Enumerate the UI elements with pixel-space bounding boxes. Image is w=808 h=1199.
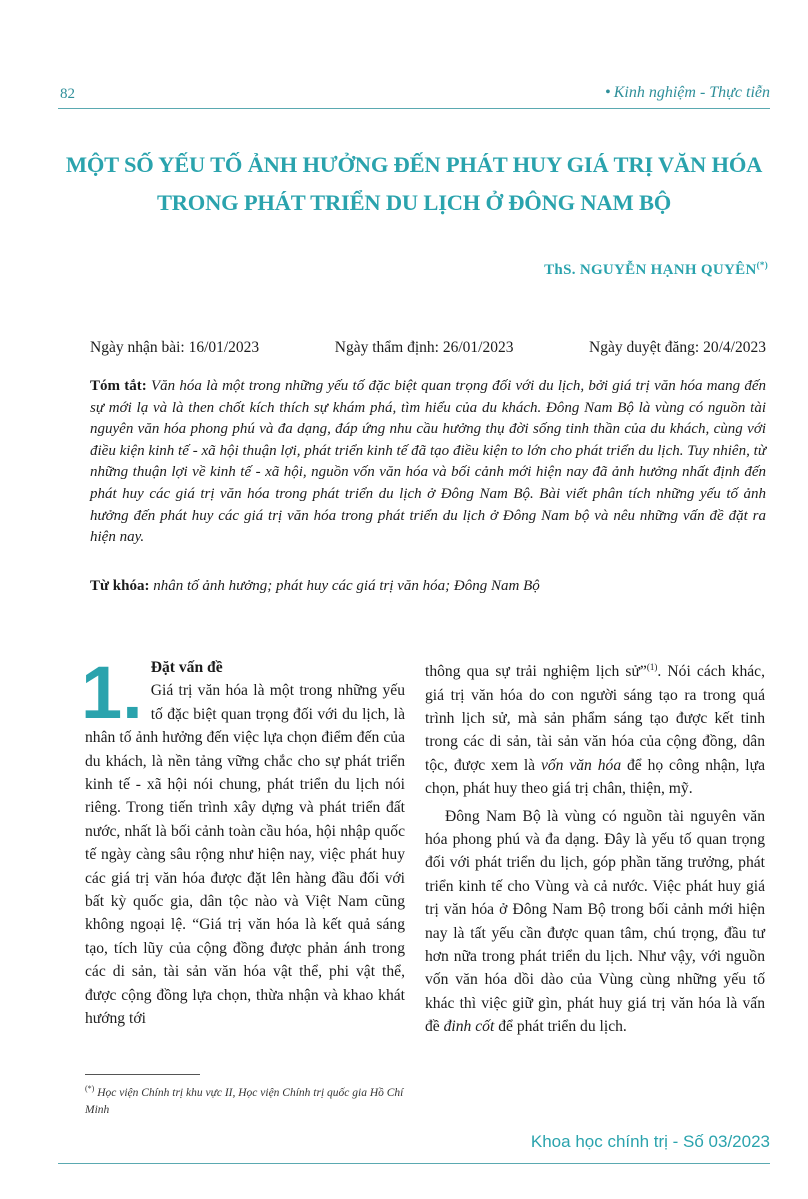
abstract-text: Văn hóa là một trong những yếu tố đặc biệt quan trọng đối với du lịch, bởi giá trị văn hóa mang đến sự mới lạ và là then chốt kích thích sự khám phá, tìm hiểu của du khách. Đông Nam Bộ là vùng có nguồn tài nguyên văn hóa phong phú và đa dạng, đáp ứng nhu cầu hưởng thụ đời sống tinh thần của du khách, cùng với điều kiện kinh tế - xã hội thuận lợi, phát triển kinh tế đã tạo điều kiện to lớn cho phát triển du lịch. Tuy nhiên, từ những thuận lợi về kinh tế - xã hội, nguồn vốn văn hóa và bối cảnh mới hiện nay đã ảnh hưởng nhất định đến phát huy các giá trị văn hóa trong phát triển du lịch ở Đông Nam Bộ. Bài viết phân tích những yếu tố ảnh hưởng đến phát huy các giá trị văn hóa trong phát triển du lịch ở Đông Nam bộ và nêu những vấn đề đặt ra hiện nay.	[90, 378, 766, 546]
footer-rule	[58, 1163, 770, 1164]
section-label	[605, 84, 770, 102]
section-text: Kinh nghiệm - Thực tiễn	[613, 84, 770, 101]
date-reviewed: Ngày thẩm định: 26/01/2023	[334, 339, 514, 356]
body-paragraph-continued	[425, 656, 765, 801]
text-run: để phát triển du lịch.	[494, 1018, 627, 1036]
abstract-label: Tóm tắt:	[90, 378, 147, 394]
section-number-dropcap: 1.	[81, 651, 143, 734]
text-run: . Nói cách khác, giá trị văn hóa do con người sáng tạo ra trong quá trình lịch sử, mà sản phẩm sáng tạo được kết tinh trong các di sản, tài sản văn hóa của cộng đồng, dân tộc, được xem là	[425, 663, 765, 774]
emphasis: đinh cốt	[443, 1018, 495, 1036]
body-column-left	[81, 651, 405, 1031]
footnote	[85, 1080, 405, 1119]
article-dates	[90, 339, 766, 357]
section-heading: Đặt vấn đề	[150, 659, 223, 676]
date-received: Ngày nhận bài: 16/01/2023	[90, 339, 260, 356]
abstract	[90, 376, 766, 549]
author-footnote-mark: (*)	[756, 260, 768, 270]
journal-footer: Khoa học chính trị - Số 03/2023	[530, 1132, 770, 1151]
author	[544, 260, 768, 279]
title-line-1: MỘT SỐ YẾU TỐ ẢNH HƯỞNG ĐẾN PHÁT HUY GIÁ TRỊ VĂN HÓA	[65, 152, 763, 177]
text-run: để họ công nhận, lựa chọn, phát huy theo giá trị chân, thiện, mỹ.	[425, 756, 766, 798]
header-rule	[58, 108, 770, 109]
citation-ref: (1)	[646, 662, 658, 672]
page-number: 82	[60, 86, 75, 102]
footnote-mark: (*)	[85, 1084, 95, 1093]
emphasis: vốn văn hóa	[540, 756, 622, 774]
author-name: ThS. NGUYỄN HẠNH QUYÊN	[544, 262, 757, 278]
keywords-label: Từ khóa:	[90, 578, 150, 594]
article-title	[40, 146, 788, 222]
keywords	[90, 578, 766, 595]
bullet-icon: •	[605, 84, 611, 101]
title-line-2: TRONG PHÁT TRIỂN DU LỊCH Ở ĐÔNG NAM BỘ	[156, 190, 672, 215]
footnote-text: Học viện Chính trị khu vực II, Học viện Chính trị quốc gia Hồ Chí Minh	[85, 1086, 404, 1116]
body-paragraph-2	[425, 805, 765, 1039]
text-run: thông qua sự trải nghiệm lịch sử”	[425, 663, 647, 681]
keywords-text: nhân tố ảnh hưởng; phát huy các giá trị văn hóa; Đông Nam Bộ	[153, 578, 540, 594]
body-paragraph: Giá trị văn hóa là một trong những yếu tố đặc biệt quan trọng đối với du lịch, là nhân tố ảnh hưởng đến việc lựa chọn điểm đến của du khách, là nền tảng vững chắc cho sự phát triển kinh tế - xã hội nói chung, phát triển du lịch nói riêng. Trong tiến trình xây dựng và phát triển đất nước, nhất là bối cảnh toàn cầu hóa, hội nhập quốc tế ngày càng sâu rộng như hiện nay, việc phát huy các giá trị văn hóa được đặt lên hàng đầu đối với bất kỳ quốc gia, dân tộc nào và Việt Nam cũng không ngoại lệ. “Giá trị văn hóa là kết quả sáng tạo, tích lũy của cộng đồng được phản ánh trong các di sản, tài sản văn hóa vật thể, phi vật thể, được cộng đồng lựa chọn, thừa nhận và khao khát hướng tới	[85, 682, 405, 1028]
body-column-right	[425, 656, 765, 1039]
footnote-rule	[85, 1074, 200, 1075]
text-run: Đông Nam Bộ là vùng có nguồn tài nguyên văn hóa phong phú và đa dạng. Đây là yếu tố quan trọng đối với phát triển du lịch, góp phần tăng trưởng, phát triển kinh tế cho Vùng và cả nước. Việc phát huy giá trị văn hóa ở Đông Nam Bộ trong bối cảnh mới hiện nay là tất yếu cần được quan tâm, chú trọng, đầu tư hơn nữa trong phát triển du lịch. Như vậy, với nguồn vốn văn hóa dồi dào của Vùng cùng những yếu tố khác thì việc giữ gìn, phát huy giá trị văn hóa là vấn đề	[425, 807, 765, 1036]
date-approved: Ngày duyệt đăng: 20/4/2023	[589, 339, 766, 356]
